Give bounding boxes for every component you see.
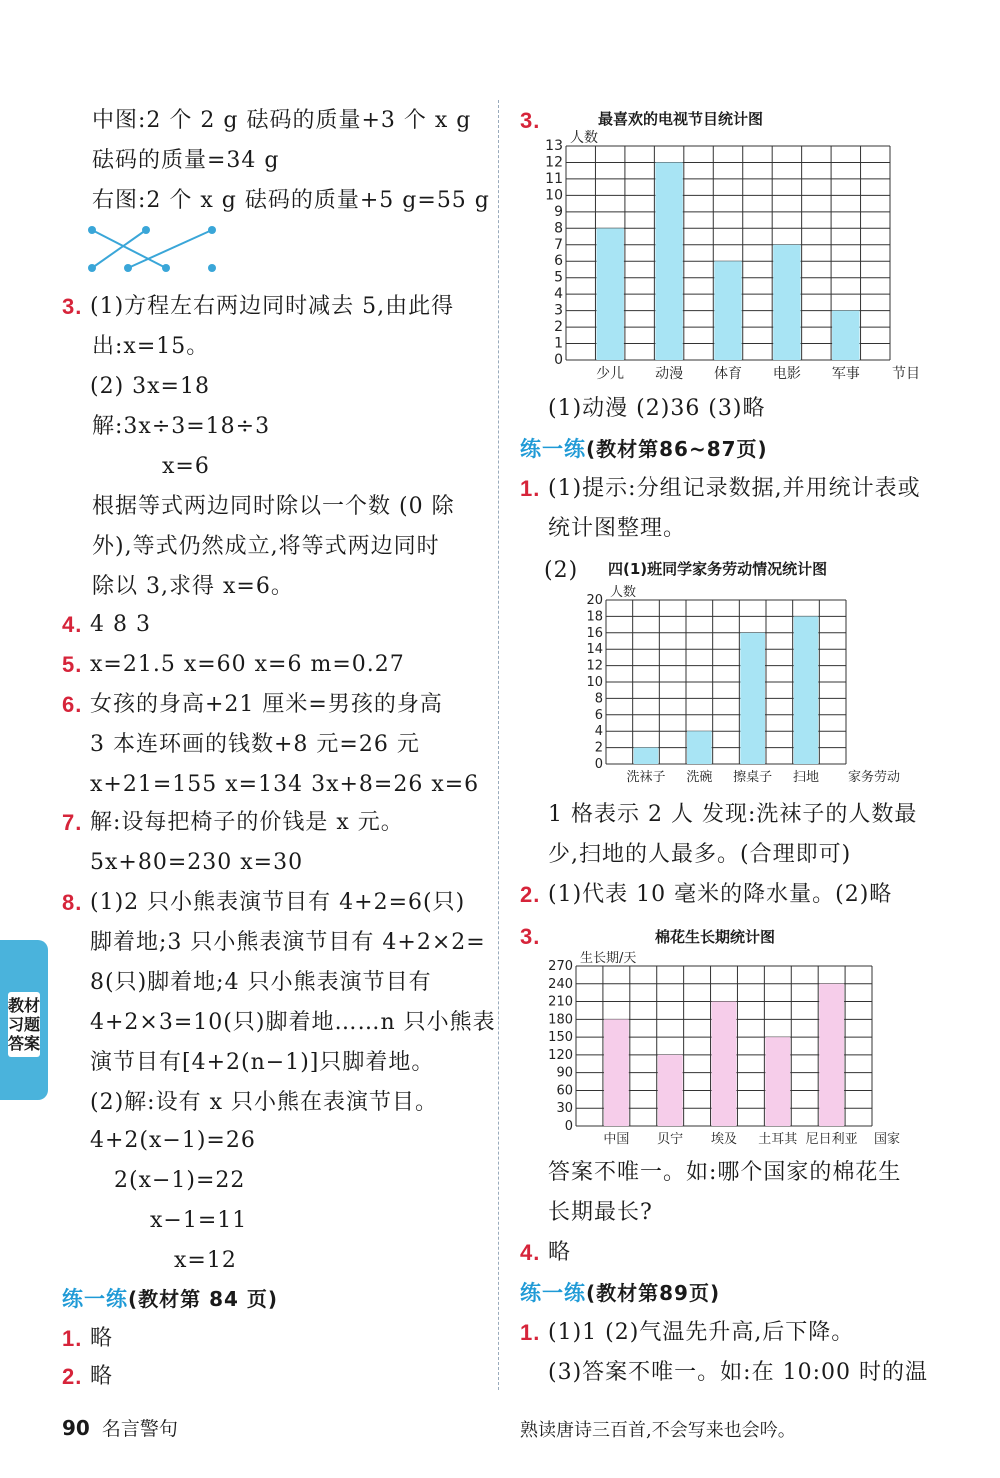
y-tick-label: 13	[545, 138, 563, 154]
x-axis-label: 节目	[892, 366, 920, 382]
q3-line-8: 除以 3,求得 x=6。	[92, 574, 294, 599]
q8-line-1: (1)2 只小熊表演节目有 4+2=6(只)	[90, 890, 466, 915]
x-tick-label: 贝宁	[657, 1132, 684, 1147]
x-tick-label: 洗碗	[686, 770, 713, 785]
s1-number: 1.	[62, 1326, 83, 1351]
y-tick-label: 14	[586, 642, 603, 658]
bar-洗碗	[687, 731, 712, 764]
bar-埃及	[712, 1002, 737, 1126]
r-q3-number: 3.	[520, 108, 541, 133]
r5-number: 1.	[520, 1320, 541, 1345]
x-axis-label: 国家	[874, 1132, 901, 1147]
q3-line-5: x=6	[162, 454, 210, 479]
r1-line-3: (2)	[544, 558, 579, 583]
bar-电影	[773, 245, 800, 360]
y-axis-label: 人数	[610, 585, 637, 600]
y-tick-label: 180	[548, 1012, 573, 1028]
y-tick-label: 7	[554, 236, 563, 253]
y-tick-label: 9	[554, 203, 563, 220]
y-tick-label: 0	[594, 757, 603, 772]
y-tick-label: 16	[586, 625, 603, 641]
s2-text: 略	[90, 1364, 114, 1389]
bar-少儿	[596, 228, 623, 360]
x-tick-label: 扫地	[792, 770, 820, 785]
y-tick-label: 30	[556, 1101, 573, 1117]
bar-土耳其	[765, 1037, 790, 1126]
q6-line-3: x+21=155 x=134 3x+8=26 x=6	[90, 772, 480, 797]
y-tick-label: 12	[586, 658, 603, 674]
footer-label: 名言警句	[101, 1418, 178, 1440]
y-tick-label: 11	[545, 170, 563, 187]
y-axis-label: 人数	[570, 130, 598, 146]
y-tick-label: 120	[548, 1047, 573, 1063]
q5-number: 5.	[62, 652, 83, 677]
r1-number: 1.	[520, 476, 541, 501]
y-tick-label: 240	[548, 976, 573, 992]
q8-line-5: 演节目有[4+2(n−1)]只脚着地。	[90, 1050, 435, 1075]
left-line-3: 右图:2 个 x g 砝码的质量+5 g=55 g	[92, 188, 490, 213]
y-tick-label: 3	[554, 302, 563, 319]
q8-line-3: 8(只)脚着地;4 只小熊表演节目有	[90, 970, 432, 995]
r5-line-2: (3)答案不唯一。如:在 10:00 时的温	[548, 1360, 928, 1385]
q8-line-6: (2)解:设有 x 只小熊在表演节目。	[90, 1090, 438, 1115]
y-tick-label: 6	[554, 253, 563, 270]
q6-line-2: 3 本连环画的钱数+8 元=26 元	[90, 732, 420, 757]
r3-line-2: 长期最长?	[548, 1200, 653, 1225]
chart-cotton	[536, 946, 916, 1148]
r1-line-4: 1 格表示 2 人 发现:洗袜子的人数最	[548, 802, 918, 827]
q8-line-2: 脚着地;3 只小熊表演节目有 4+2×2=	[90, 930, 486, 955]
matching-lines	[84, 222, 224, 278]
q8-number: 8.	[62, 890, 83, 915]
r2-text: (1)代表 10 毫米的降水量。(2)略	[548, 882, 893, 907]
y-tick-label: 0	[564, 1119, 573, 1134]
r4-text: 略	[548, 1240, 572, 1265]
bar-扫地	[794, 616, 819, 764]
s2-number: 2.	[62, 1364, 83, 1389]
q3-line-4: 解:3x÷3=18÷3	[92, 414, 271, 439]
x-tick-label: 少儿	[596, 366, 625, 382]
x-tick-label: 土耳其	[758, 1132, 798, 1147]
r2-number: 2.	[520, 882, 541, 907]
column-divider	[498, 100, 499, 1390]
x-tick-label: 埃及	[710, 1132, 738, 1147]
footer-quote: 熟读唐诗三百首,不会写来也会吟。	[520, 1420, 796, 1441]
q6-number: 6.	[62, 692, 83, 717]
section-ref-89: (教材第89页)	[586, 1281, 721, 1305]
y-tick-label: 8	[554, 220, 563, 237]
page-number: 90	[62, 1416, 90, 1440]
y-axis-label: 生长期/天	[580, 951, 637, 966]
y-tick-label: 20	[586, 593, 603, 608]
bar-擦桌子	[740, 633, 765, 764]
x-tick-label: 尼日利亚	[805, 1132, 858, 1147]
section-heading-84: 练一练	[62, 1287, 128, 1311]
chart1-answer: (1)动漫 (2)36 (3)略	[548, 396, 766, 421]
section-heading-8687: 练一练	[520, 437, 586, 461]
side-tab	[0, 940, 48, 1100]
s1-text: 略	[90, 1326, 114, 1351]
q3-line-7: 外),等式仍然成立,将等式两边同时	[92, 534, 440, 559]
left-line-2: 砝码的质量=34 g	[92, 148, 280, 173]
x-tick-label: 电影	[772, 366, 801, 382]
x-tick-label: 体育	[714, 366, 742, 382]
y-tick-label: 4	[554, 286, 563, 303]
chart2-title: 四(1)班同学家务劳动情况统计图	[608, 560, 828, 578]
y-tick-label: 5	[554, 269, 563, 286]
q5-text: x=21.5 x=60 x=6 m=0.27	[90, 652, 405, 677]
q3-line-2: 出:x=15。	[92, 334, 210, 359]
x-tick-label: 动漫	[655, 366, 684, 382]
y-tick-label: 8	[594, 691, 603, 707]
chart1-title: 最喜欢的电视节目统计图	[598, 110, 764, 128]
y-tick-label: 10	[545, 187, 563, 204]
bar-贝宁	[658, 1055, 683, 1126]
q3-line-3: (2) 3x=18	[90, 374, 210, 399]
r4-number: 4.	[520, 1240, 541, 1265]
section-ref-8687: (教材第86~87页)	[586, 437, 768, 461]
r1-line-2: 统计图整理。	[548, 516, 687, 541]
r5-line-1: (1)1 (2)气温先升高,后下降。	[548, 1320, 855, 1345]
q8-line-8: 2(x−1)=22	[114, 1168, 246, 1193]
y-tick-label: 12	[545, 154, 563, 171]
y-tick-label: 60	[556, 1083, 573, 1099]
y-tick-label: 150	[548, 1030, 573, 1046]
y-tick-label: 0	[554, 352, 563, 368]
x-tick-label: 擦桌子	[733, 770, 773, 785]
q3-line-1: (1)方程左右两边同时减去 5,由此得	[90, 294, 455, 319]
y-tick-label: 210	[548, 994, 573, 1010]
q6-line-1: 女孩的身高+21 厘米=男孩的身高	[90, 692, 443, 717]
q8-line-7: 4+2(x−1)=26	[90, 1128, 256, 1153]
q8-line-4: 4+2×3=10(只)脚着地……n 只小熊表	[90, 1010, 496, 1035]
chart-tv-programs	[530, 126, 920, 384]
x-tick-label: 洗袜子	[626, 770, 666, 785]
footer-left	[62, 1414, 178, 1441]
bar-体育	[714, 261, 741, 360]
q8-line-9: x−1=11	[150, 1208, 248, 1233]
section-ref-84: (教材第 84 页)	[128, 1287, 279, 1311]
y-tick-label: 2	[554, 319, 563, 336]
chart-housework	[570, 578, 900, 790]
q4-number: 4.	[62, 612, 83, 637]
r3-line-1: 答案不唯一。如:哪个国家的棉花生	[548, 1160, 902, 1185]
y-tick-label: 270	[548, 959, 573, 974]
bar-洗袜子	[634, 748, 659, 764]
y-tick-label: 10	[586, 675, 603, 690]
q7-number: 7.	[62, 810, 83, 835]
y-tick-label: 90	[556, 1065, 573, 1081]
chart3-title: 棉花生长期统计图	[655, 928, 776, 946]
bar-尼日利亚	[819, 984, 844, 1126]
q7-line-1: 解:设每把椅子的价钱是 x 元。	[90, 810, 404, 835]
q8-line-10: x=12	[174, 1248, 237, 1273]
y-tick-label: 2	[594, 740, 603, 756]
x-axis-label: 家务劳动	[848, 770, 901, 785]
y-tick-label: 1	[554, 335, 563, 352]
q7-line-2: 5x+80=230 x=30	[90, 850, 304, 875]
section-heading-89: 练一练	[520, 1281, 586, 1305]
y-tick-label: 18	[586, 609, 603, 625]
y-tick-label: 4	[594, 724, 603, 740]
r1-line-5: 少,扫地的人最多。(合理即可)	[548, 842, 852, 867]
left-line-1: 中图:2 个 2 g 砝码的质量+3 个 x g	[92, 108, 472, 133]
bar-动漫	[655, 162, 682, 360]
y-tick-label: 6	[594, 707, 603, 723]
q3-line-6: 根据等式两边同时除以一个数 (0 除	[92, 494, 455, 519]
r1-line-1: (1)提示:分组记录数据,并用统计表或	[548, 476, 921, 501]
q4-text: 4 8 3	[90, 612, 151, 637]
q3-number: 3.	[62, 294, 83, 319]
side-tab-label: 教材习题答案	[8, 992, 40, 1057]
bar-中国	[604, 1019, 629, 1126]
bar-军事	[832, 311, 859, 360]
x-tick-label: 中国	[603, 1132, 630, 1147]
x-tick-label: 军事	[831, 366, 860, 382]
r3-number: 3.	[520, 924, 541, 949]
